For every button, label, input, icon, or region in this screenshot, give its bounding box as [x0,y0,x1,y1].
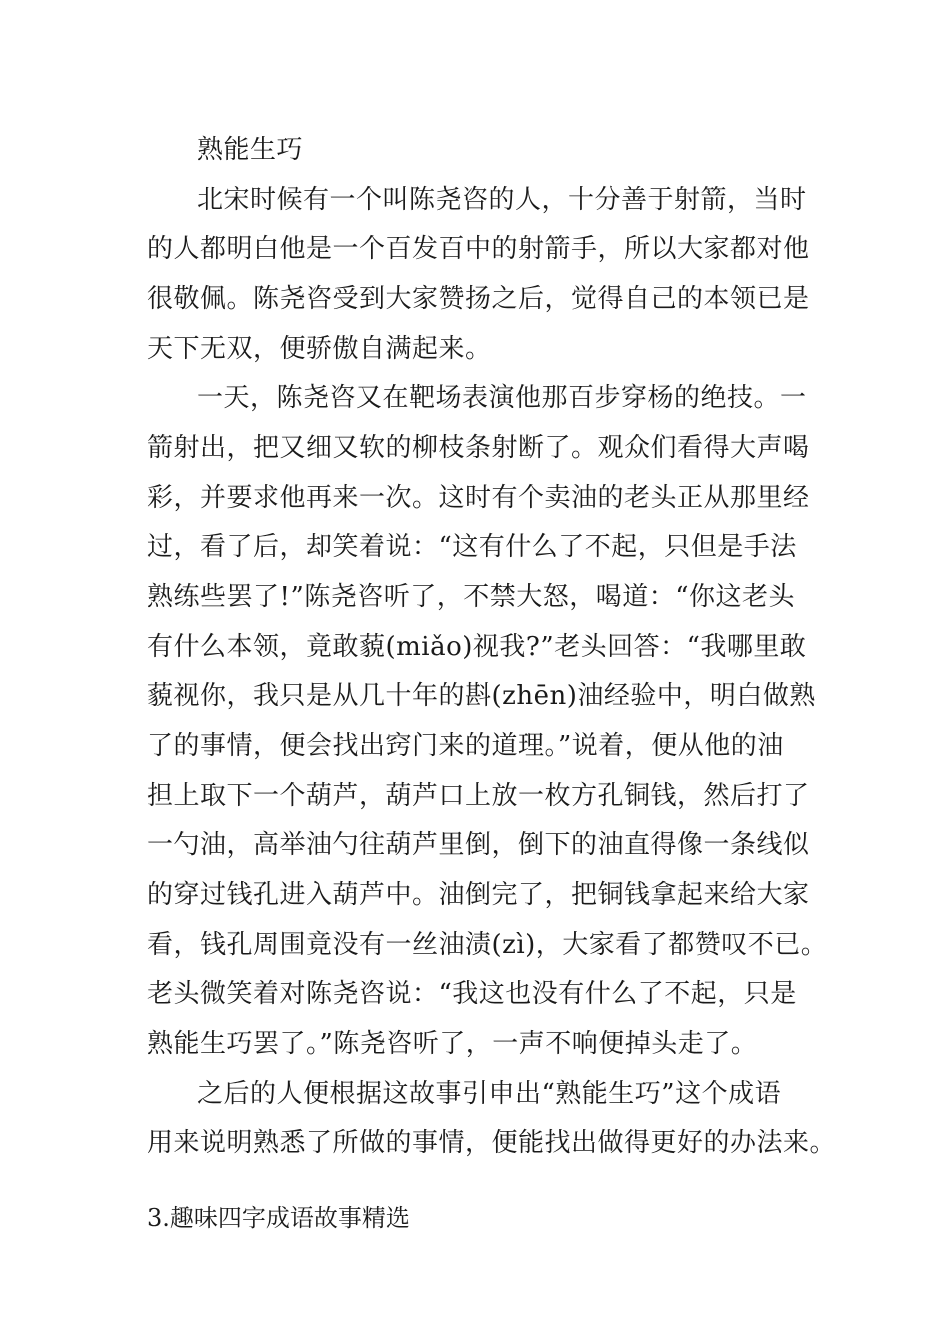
story-title: 熟能生巧 [197,135,304,165]
paragraph-line: 老头微笑着对陈尧咨说：“我这也没有什么了不起，只是 [147,979,797,1009]
paragraph-line: 很敬佩。陈尧咨受到大家赞扬之后，觉得自己的本领已是 [147,284,810,314]
paragraph-line: 一勺油，高举油勺往葫芦里倒，倒下的油直得像一条线似 [147,830,810,860]
paragraph-line: 北宋时候有一个叫陈尧咨的人，十分善于射箭，当时 [197,185,807,215]
paragraph-line: 藐视你，我只是从几十年的斟(zhēn)油经验中，明白做熟 [147,681,816,711]
paragraph-line: 有什么本领，竟敢藐(miǎo)视我?”老头回答：“我哪里敢 [147,632,807,662]
paragraph-line: 天下无双，便骄傲自满起来。 [147,334,492,364]
paragraph-line: 的穿过钱孔进入葫芦中。油倒完了，把铜钱拿起来给大家 [147,880,810,910]
paragraph-line: 用来说明熟悉了所做的事情，便能找出做得更好的办法来。 [147,1128,837,1158]
paragraph-line: 看，钱孔周围竟没有一丝油渍(zì)，大家看了都赞叹不已。 [147,930,828,960]
paragraph-line: 彩，并要求他再来一次。这时有个卖油的老头正从那里经 [147,483,810,513]
paragraph-line: 一天，陈尧咨又在靶场表演他那百步穿杨的绝技。一 [197,383,807,413]
section-heading: 3.趣味四字成语故事精选 [147,1204,410,1232]
paragraph-line: 之后的人便根据这故事引申出“熟能生巧”这个成语 [197,1079,782,1109]
paragraph-line: 熟能生巧罢了。”陈尧咨听了，一声不响便掉头走了。 [147,1029,758,1059]
paragraph-line: 担上取下一个葫芦，葫芦口上放一枚方孔铜钱，然后打了 [147,781,810,811]
paragraph-line: 了的事情，便会找出窍门来的道理。”说着，便从他的油 [147,731,784,761]
paragraph-line: 熟练些罢了!”陈尧咨听了，不禁大怒，喝道：“你这老头 [147,582,796,612]
paragraph-line: 过，看了后，却笑着说：“这有什么了不起，只但是手法 [147,532,797,562]
paragraph-line: 的人都明白他是一个百发百中的射箭手，所以大家都对他 [147,234,810,264]
paragraph-line: 箭射出，把又细又软的柳枝条射断了。观众们看得大声喝 [147,433,810,463]
